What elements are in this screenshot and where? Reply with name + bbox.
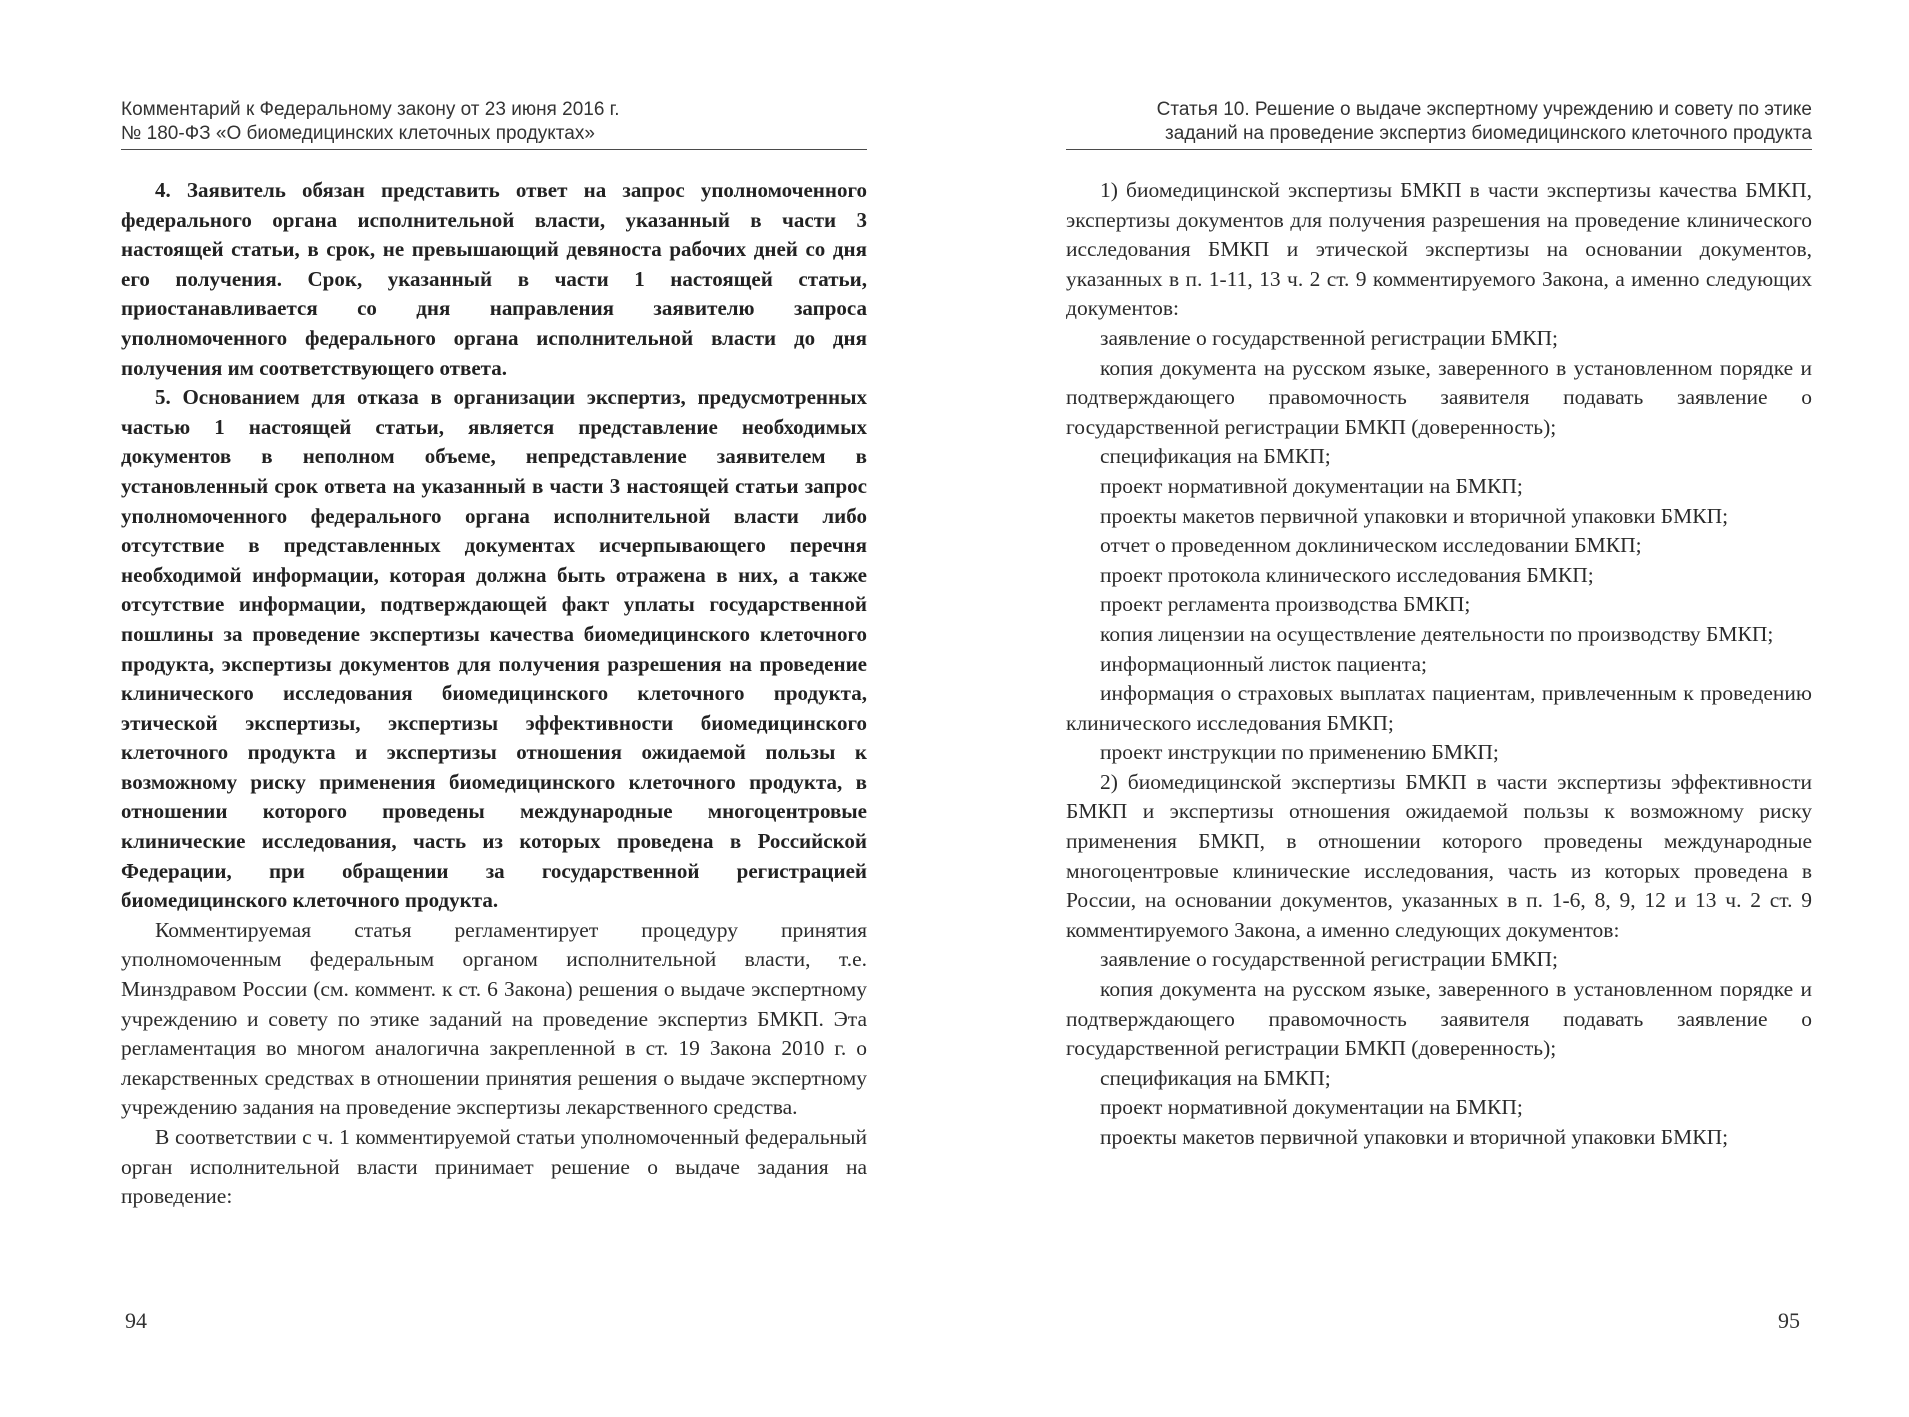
commentary-paragraph: В соответствии с ч. 1 комментируемой статьи уполномоченный федеральный орган исполнительной власти принимает решение о выдаче задания на проведение: [121, 1125, 867, 1209]
document-item: проекты макетов первичной упаковки и вторичной упаковки БМКП; [1100, 1125, 1729, 1149]
document-item: проект регламента производства БМКП; [1100, 592, 1471, 617]
document-item: проект нормативной документации на БМКП; [1100, 1095, 1523, 1120]
document-item: информация о страховых выплатах пациентам, привлеченным к проведению клинического исследования БМКП; [1066, 681, 1812, 735]
right-page-body [1066, 176, 1812, 1153]
law-paragraph-5: 5. Основанием для отказа в организации экспертиз, предусмотренных частью 1 настоящей статьи, является представление необходимых документов в неполном объеме, непредставление заявителем в установленный срок ответа на указанный в части 3 настоящей статьи запрос уполномоченного федерального органа исполнительной власти либо отсутствие в представленных документах исчерпывающего перечня необходимой информации, которая должна быть отражена в них, а также отсутствие информации, подтверждающей факт уплаты государственной пошлины за проведение экспертизы качества биомедицинского клеточного продукта, экспертизы документов для получения разрешения на проведение клинического исследования биомедицинского клеточного продукта, этической экспертизы, экспертизы эффективности биомедицинского клеточного продукта и экспертизы отношения ожидаемой пользы к возможному риску применения биомедицинского клеточного продукта, в отношении которого проведены международные многоцентровые клинические исследования, часть из которых проведена в Российской Федерации, при обращении за государственной регистрацией биомедицинского клеточного продукта. [121, 385, 867, 913]
law-paragraph-4: 4. Заявитель обязан представить ответ на запрос уполномоченного федерального органа исполнительной власти, указанный в части 3 настоящей статьи, в срок, не превышающий девяноста рабочих дней со дня его получения. Срок, указанный в части 1 настоящей статьи, приостанавливается со дня направления заявителю запроса уполномоченного федерального органа исполнительной власти до дня получения им соответствующего ответа. [121, 178, 867, 380]
document-item: заявление о государственной регистрации БМКП; [1100, 947, 1559, 972]
header-line-1: Комментарий к Федеральному закону от 23 июня 2016 г. [121, 99, 620, 120]
document-item: проект инструкции по применению БМКП; [1100, 740, 1499, 765]
document-item: копия документа на русском языке, заверенного в установленном порядке и подтверждающего правомочность заявителя подавать заявление о государственной регистрации БМКП (доверенность); [1066, 977, 1812, 1061]
document-item: проекты макетов первичной упаковки и вторичной упаковки БМКП; [1100, 503, 1729, 528]
running-header-left [121, 98, 867, 150]
page-number-right: 95 [1778, 1308, 1800, 1333]
header-line-2: № 180-ФЗ «О биомедицинских клеточных продуктах» [121, 123, 595, 144]
document-item: спецификация на БМКП; [1100, 444, 1331, 469]
header-line-2: заданий на проведение экспертиз биомедицинского клеточного продукта [1165, 123, 1812, 144]
left-page-body [121, 176, 867, 1212]
document-item: копия документа на русском языке, заверенного в установленном порядке и подтверждающего правомочность заявителя подавать заявление о государственной регистрации БМКП (доверенность); [1066, 355, 1812, 439]
running-header-right [1066, 98, 1812, 150]
document-item: информационный листок пациента; [1100, 651, 1427, 676]
page-number-left: 94 [125, 1308, 147, 1333]
list-item-1: 1) биомедицинской экспертизы БМКП в части экспертизы качества БМКП, экспертизы документов для получения разрешения на проведение клинического исследования БМКП и этической экспертизы на основании документов, указанных в п. 1-11, 13 ч. 2 ст. 9 комментируемого Закона, а именно следующих документов: [1066, 178, 1812, 321]
document-item: заявление о государственной регистрации БМКП; [1100, 325, 1559, 350]
document-item: проект нормативной документации на БМКП; [1100, 473, 1523, 498]
list-item-2: 2) биомедицинской экспертизы БМКП в части экспертизы эффективности БМКП и экспертизы отношения ожидаемой пользы к возможному риску применения БМКП, в отношении которого проведены международные многоцентровые клинические исследования, часть из которых проведена в России, на основании документов, указанных в п. 1-6, 8, 9, 12 и 13 ч. 2 ст. 9 комментируемого Закона, а именно следующих документов: [1066, 769, 1812, 942]
document-item: спецификация на БМКП; [1100, 1065, 1331, 1090]
document-item: копия лицензии на осуществление деятельности по производству БМКП; [1100, 621, 1774, 646]
commentary-paragraph: Комментируемая статья регламентирует процедуру принятия уполномоченным федеральным органом исполнительной власти, т.е. Минздравом России (см. коммент. к ст. 6 Закона) решения о выдаче экспертному учреждению и совету по этике заданий на проведение экспертиз БМКП. Эта регламентация во многом аналогична закрепленной в ст. 19 Закона 2010 г. о лекарственных средствах в отношении принятия решения о выдаче экспертному учреждению задания на проведение экспертизы лекарственного средства. [121, 917, 867, 1120]
document-item: отчет о проведенном доклиническом исследовании БМКП; [1100, 533, 1642, 558]
document-item: проект протокола клинического исследования БМКП; [1100, 562, 1594, 587]
header-line-1: Статья 10. Решение о выдаче экспертному учреждению и совету по этике [1156, 99, 1812, 120]
